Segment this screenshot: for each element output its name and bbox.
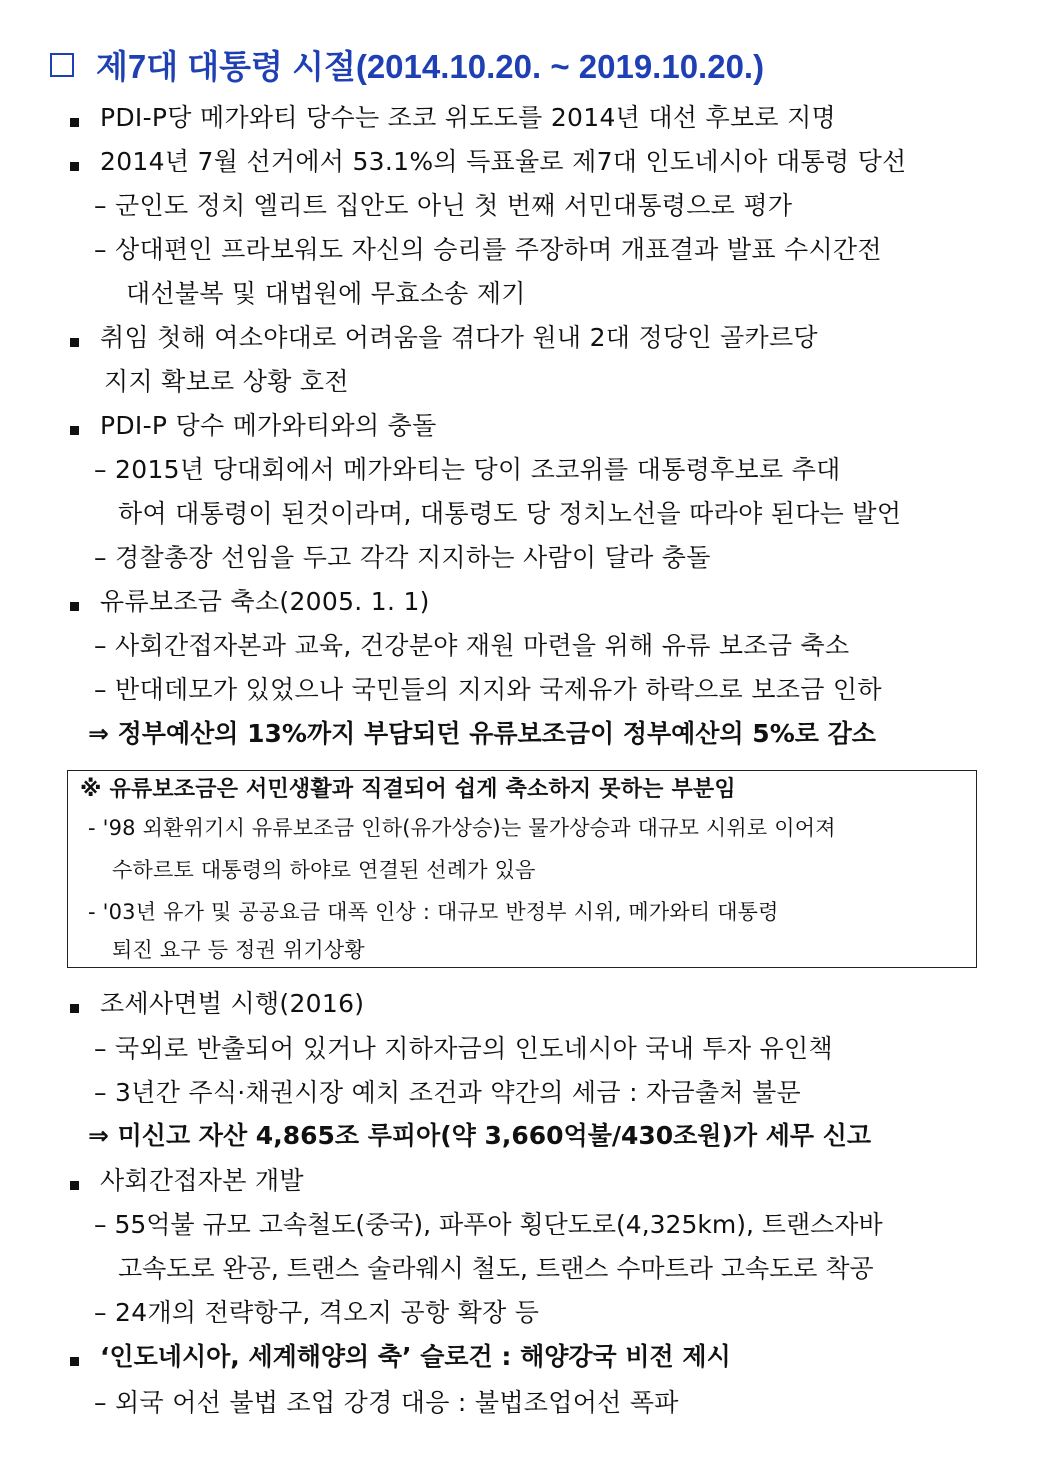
bullet-square-icon xyxy=(70,118,79,127)
continuation-line: 하여 대통령이 된것이라며, 대통령도 당 정치노선을 따라야 된다는 발언 xyxy=(118,499,902,528)
dash-line: – 사회간접자본과 교육, 건강분야 재원 마련을 위해 유류 보조금 축소 xyxy=(94,631,850,660)
bullet-square-icon xyxy=(70,426,79,435)
dash-line: – 24개의 전략항구, 격오지 공항 확장 등 xyxy=(94,1298,540,1327)
checkbox-square-icon xyxy=(50,53,74,77)
bullet-square-icon xyxy=(70,338,79,347)
bullet-line: 조세사면벌 시행(2016) xyxy=(100,989,365,1018)
continuation-line: 고속도로 완공, 트랜스 술라웨시 철도, 트랜스 수마트라 고속도로 착공 xyxy=(118,1254,874,1283)
bullet-line: ‘인도네시아, 세계해양의 축’ 슬로건 : 해양강국 비전 제시 xyxy=(100,1342,731,1371)
note-line: - '98 외환위기시 유류보조금 인하(유가상승)는 물가상승과 대규모 시위로 이어져 xyxy=(88,816,836,840)
note-line: 수하르토 대통령의 하야로 연결된 선례가 있음 xyxy=(112,858,536,882)
dash-line: – 3년간 주식·채권시장 예치 조건과 약간의 세금 : 자금출처 불문 xyxy=(94,1078,801,1107)
result-line: ⇒ 정부예산의 13%까지 부담되던 유류보조금이 정부예산의 5%로 감소 xyxy=(88,719,876,748)
page-title-text: 제7대 대통령 시절(2014.10.20. ~ 2019.10.20.) xyxy=(96,48,765,85)
dash-line: – 국외로 반출되어 있거나 지하자금의 인도네시아 국내 투자 유인책 xyxy=(94,1034,833,1063)
bullet-square-icon xyxy=(70,602,79,611)
bullet-square-icon xyxy=(70,162,79,171)
dash-line: – 경찰총장 선임을 두고 각각 지지하는 사람이 달라 충돌 xyxy=(94,543,711,572)
note-line: - '03년 유가 및 공공요금 대폭 인상 : 대규모 반정부 시위, 메가와티 대통령 xyxy=(88,900,779,924)
bullet-square-icon xyxy=(70,1357,79,1366)
bullet-line: 사회간접자본 개발 xyxy=(100,1166,304,1195)
dash-line: – 55억불 규모 고속철도(중국), 파푸아 횡단도로(4,325km), 트랜스자바 xyxy=(94,1210,883,1239)
page-title xyxy=(50,46,764,88)
dash-line: – 2015년 당대회에서 메가와티는 당이 조코위를 대통령후보로 추대 xyxy=(94,455,841,484)
note-line: 퇴진 요구 등 정권 위기상황 xyxy=(112,938,365,962)
result-line: ⇒ 미신고 자산 4,865조 루피아(약 3,660억불/430조원)가 세무 신고 xyxy=(88,1121,872,1150)
bullet-line: PDI-P당 메가와티 당수는 조코 위도도를 2014년 대선 후보로 지명 xyxy=(100,103,836,132)
dash-line: – 반대데모가 있었으나 국민들의 지지와 국제유가 하락으로 보조금 인하 xyxy=(94,675,882,704)
bullet-line: 2014년 7월 선거에서 53.1%의 득표율로 제7대 인도네시아 대통령 당선 xyxy=(100,147,907,176)
dash-line: – 외국 어선 불법 조업 강경 대응 : 불법조업어선 폭파 xyxy=(94,1388,679,1417)
note-box xyxy=(67,770,977,968)
bullet-line: 유류보조금 축소(2005. 1. 1) xyxy=(100,587,430,616)
bullet-square-icon xyxy=(70,1004,79,1013)
dash-line: – 군인도 정치 엘리트 집안도 아닌 첫 번째 서민대통령으로 평가 xyxy=(94,191,793,220)
continuation-line: 대선불복 및 대법원에 무효소송 제기 xyxy=(126,279,526,308)
continuation-line: 지지 확보로 상황 호전 xyxy=(104,367,349,396)
bullet-line: PDI-P 당수 메가와티와의 충돌 xyxy=(100,411,437,440)
bullet-line: 취임 첫해 여소야대로 어려움을 겪다가 원내 2대 정당인 골카르당 xyxy=(100,323,818,352)
dash-line: – 상대편인 프라보워도 자신의 승리를 주장하며 개표결과 발표 수시간전 xyxy=(94,235,882,264)
bullet-square-icon xyxy=(70,1181,79,1190)
note-heading: ※ 유류보조금은 서민생활과 직결되어 쉽게 축소하지 못하는 부분임 xyxy=(80,777,736,802)
